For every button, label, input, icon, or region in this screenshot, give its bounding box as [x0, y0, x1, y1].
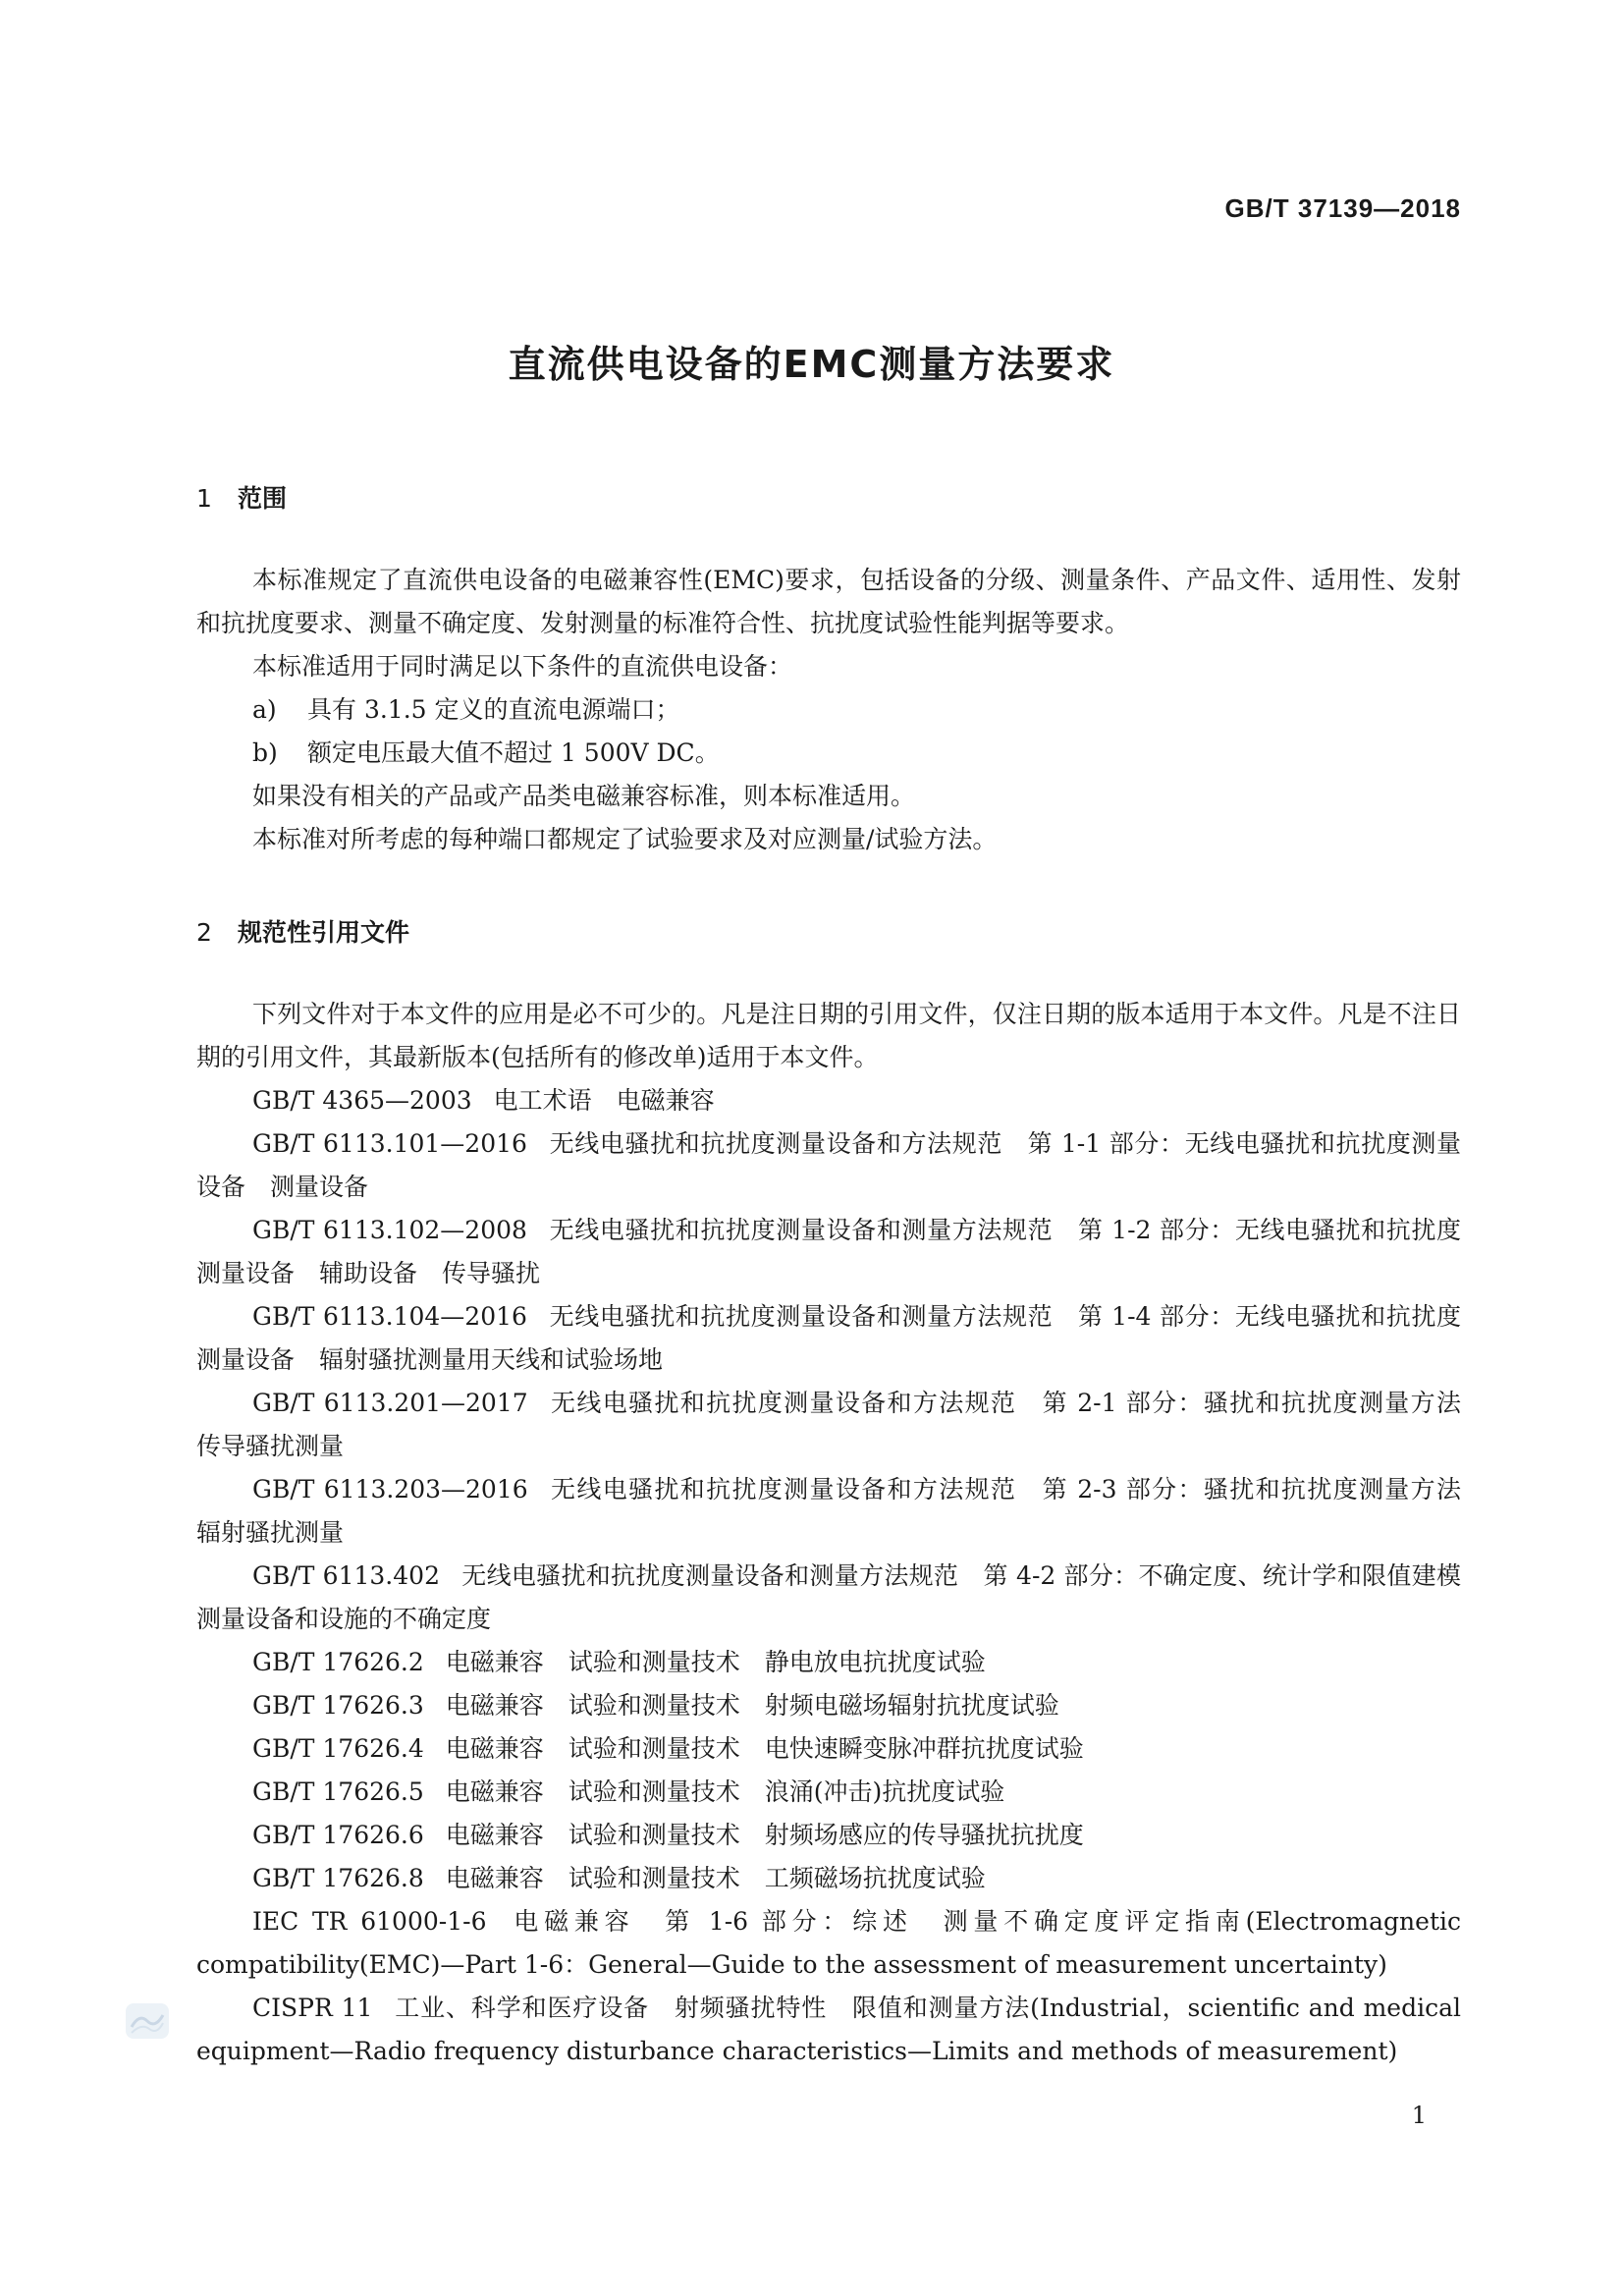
sac-logo-graphic: [126, 2003, 169, 2039]
reference-entry: [196, 1382, 1487, 1468]
sac-watermark-icon: [126, 2003, 169, 2039]
reference-code: IEC TR 61000-1-6: [252, 1907, 487, 1936]
reference-code: GB/T 17626.2: [252, 1648, 424, 1676]
reference-code: GB/T 6113.201—2017: [252, 1389, 528, 1417]
reference-title: 电磁兼容 试验和测量技术 工频磁场抗扰度试验: [445, 1864, 986, 1892]
list-text: 额定电压最大值不超过 1 500V DC。: [307, 738, 720, 767]
reference-entry: [196, 1857, 1461, 1900]
section-title: 范围: [238, 484, 288, 513]
reference-title: 工业、科学和医疗设备 射频骚扰特性 限值和测量方法(Industrial，scientific and medical equipment—Radio frequency disturbance characteristics—Limits and methods of measurement): [196, 1994, 1461, 2065]
section-number: 2: [196, 918, 212, 947]
reference-title: 无线电骚扰和抗扰度测量设备和方法规范 第 1-1 部分：无线电骚扰和抗扰度测量设备 测量设备: [196, 1129, 1462, 1201]
reference-title: 电磁兼容 试验和测量技术 射频场感应的传导骚扰抗扰度: [445, 1821, 1084, 1849]
paragraph: 本标准适用于同时满足以下条件的直流供电设备：: [252, 652, 793, 681]
reference-code: GB/T 6113.203—2016: [252, 1475, 528, 1503]
reference-title: 电磁兼容 试验和测量技术 浪涌(冲击)抗扰度试验: [445, 1777, 1005, 1806]
list-item: [252, 688, 680, 732]
list-text: 具有 3.1.5 定义的直流电源端口；: [307, 695, 680, 724]
reference-title: 电磁兼容 第 1-6 部分：综述 测量不确定度评定指南(Electromagnetic compatibility(EMC)—Part 1-6：General—Guide to the assessment of measurement uncertainty): [196, 1907, 1461, 1979]
reference-code: GB/T 6113.101—2016: [252, 1129, 527, 1158]
section-1-heading: [196, 479, 287, 515]
list-item: [252, 732, 720, 775]
reference-code: GB/T 17626.8: [252, 1864, 424, 1892]
reference-code: GB/T 17626.3: [252, 1691, 424, 1720]
reference-code: GB/T 17626.5: [252, 1777, 424, 1806]
reference-entry: [196, 1122, 1461, 1209]
reference-code: GB/T 17626.4: [252, 1734, 424, 1763]
reference-entry: [196, 1900, 1461, 1987]
reference-code: CISPR 11: [252, 1994, 373, 2022]
reference-title: 电磁兼容 试验和测量技术 静电放电抗扰度试验: [445, 1648, 986, 1676]
reference-entry: [196, 1771, 1461, 1814]
reference-entry: [196, 1987, 1461, 2073]
document-title: 直流供电设备的EMC测量方法要求: [508, 343, 1115, 386]
reference-code: GB/T 4365—2003: [252, 1086, 472, 1115]
reference-entry: [196, 1295, 1461, 1382]
reference-code: GB/T 6113.402: [252, 1561, 440, 1590]
reference-entry: [196, 1555, 1487, 1641]
section-title: 规范性引用文件: [238, 918, 410, 947]
reference-title: 电磁兼容 试验和测量技术 射频电磁场辐射抗扰度试验: [445, 1691, 1059, 1720]
reference-entry: [196, 1641, 1461, 1684]
reference-title: 无线电骚扰和抗扰度测量设备和测量方法规范 第 4-2 部分：不确定度、统计学和限值建模 测量设备和设施的不确定度: [196, 1561, 1487, 1633]
reference-code: GB/T 6113.104—2016: [252, 1302, 527, 1331]
reference-entry: [196, 1814, 1461, 1857]
paragraph: 本标准规定了直流供电设备的电磁兼容性(EMC)要求，包括设备的分级、测量条件、产品文件、适用性、发射和抗扰度要求、测量不确定度、发射测量的标准符合性、抗扰度试验性能判据等要求。: [196, 566, 1461, 637]
reference-title: 无线电骚扰和抗扰度测量设备和方法规范 第 2-3 部分：骚扰和抗扰度测量方法 辐射骚扰测量: [196, 1475, 1487, 1547]
reference-entry: [196, 1079, 1461, 1122]
reference-entry: [196, 1468, 1487, 1555]
reference-code: GB/T 6113.102—2008: [252, 1216, 527, 1244]
reference-entry: [196, 1684, 1461, 1727]
reference-title: 无线电骚扰和抗扰度测量设备和测量方法规范 第 1-4 部分：无线电骚扰和抗扰度测量设备 辐射骚扰测量用天线和试验场地: [196, 1302, 1462, 1374]
paragraph: 如果没有相关的产品或产品类电磁兼容标准，则本标准适用。: [252, 782, 916, 810]
section-number: 1: [196, 484, 212, 513]
standard-code: GB/T 37139—2018: [1224, 193, 1461, 223]
list-marker: b): [252, 738, 278, 767]
reference-title: 无线电骚扰和抗扰度测量设备和测量方法规范 第 1-2 部分：无线电骚扰和抗扰度测量设备 辅助设备 传导骚扰: [196, 1216, 1462, 1287]
page-number: 1: [1411, 2102, 1427, 2129]
paragraph: 下列文件对于本文件的应用是必不可少的。凡是注日期的引用文件，仅注日期的版本适用于本文件。凡是不注日期的引用文件，其最新版本(包括所有的修改单)适用于本文件。: [196, 1000, 1461, 1071]
reference-code: GB/T 17626.6: [252, 1821, 424, 1849]
section-2-heading: [196, 913, 409, 949]
paragraph: 本标准对所考虑的每种端口都规定了试验要求及对应测量/试验方法。: [252, 825, 998, 853]
list-marker: a): [252, 695, 277, 724]
reference-entry: [196, 1209, 1461, 1295]
reference-title: 电磁兼容 试验和测量技术 电快速瞬变脉冲群抗扰度试验: [445, 1734, 1084, 1763]
reference-entry: [196, 1727, 1461, 1771]
reference-title: 无线电骚扰和抗扰度测量设备和方法规范 第 2-1 部分：骚扰和抗扰度测量方法 传导骚扰测量: [196, 1389, 1487, 1460]
reference-title: 电工术语 电磁兼容: [493, 1086, 715, 1115]
